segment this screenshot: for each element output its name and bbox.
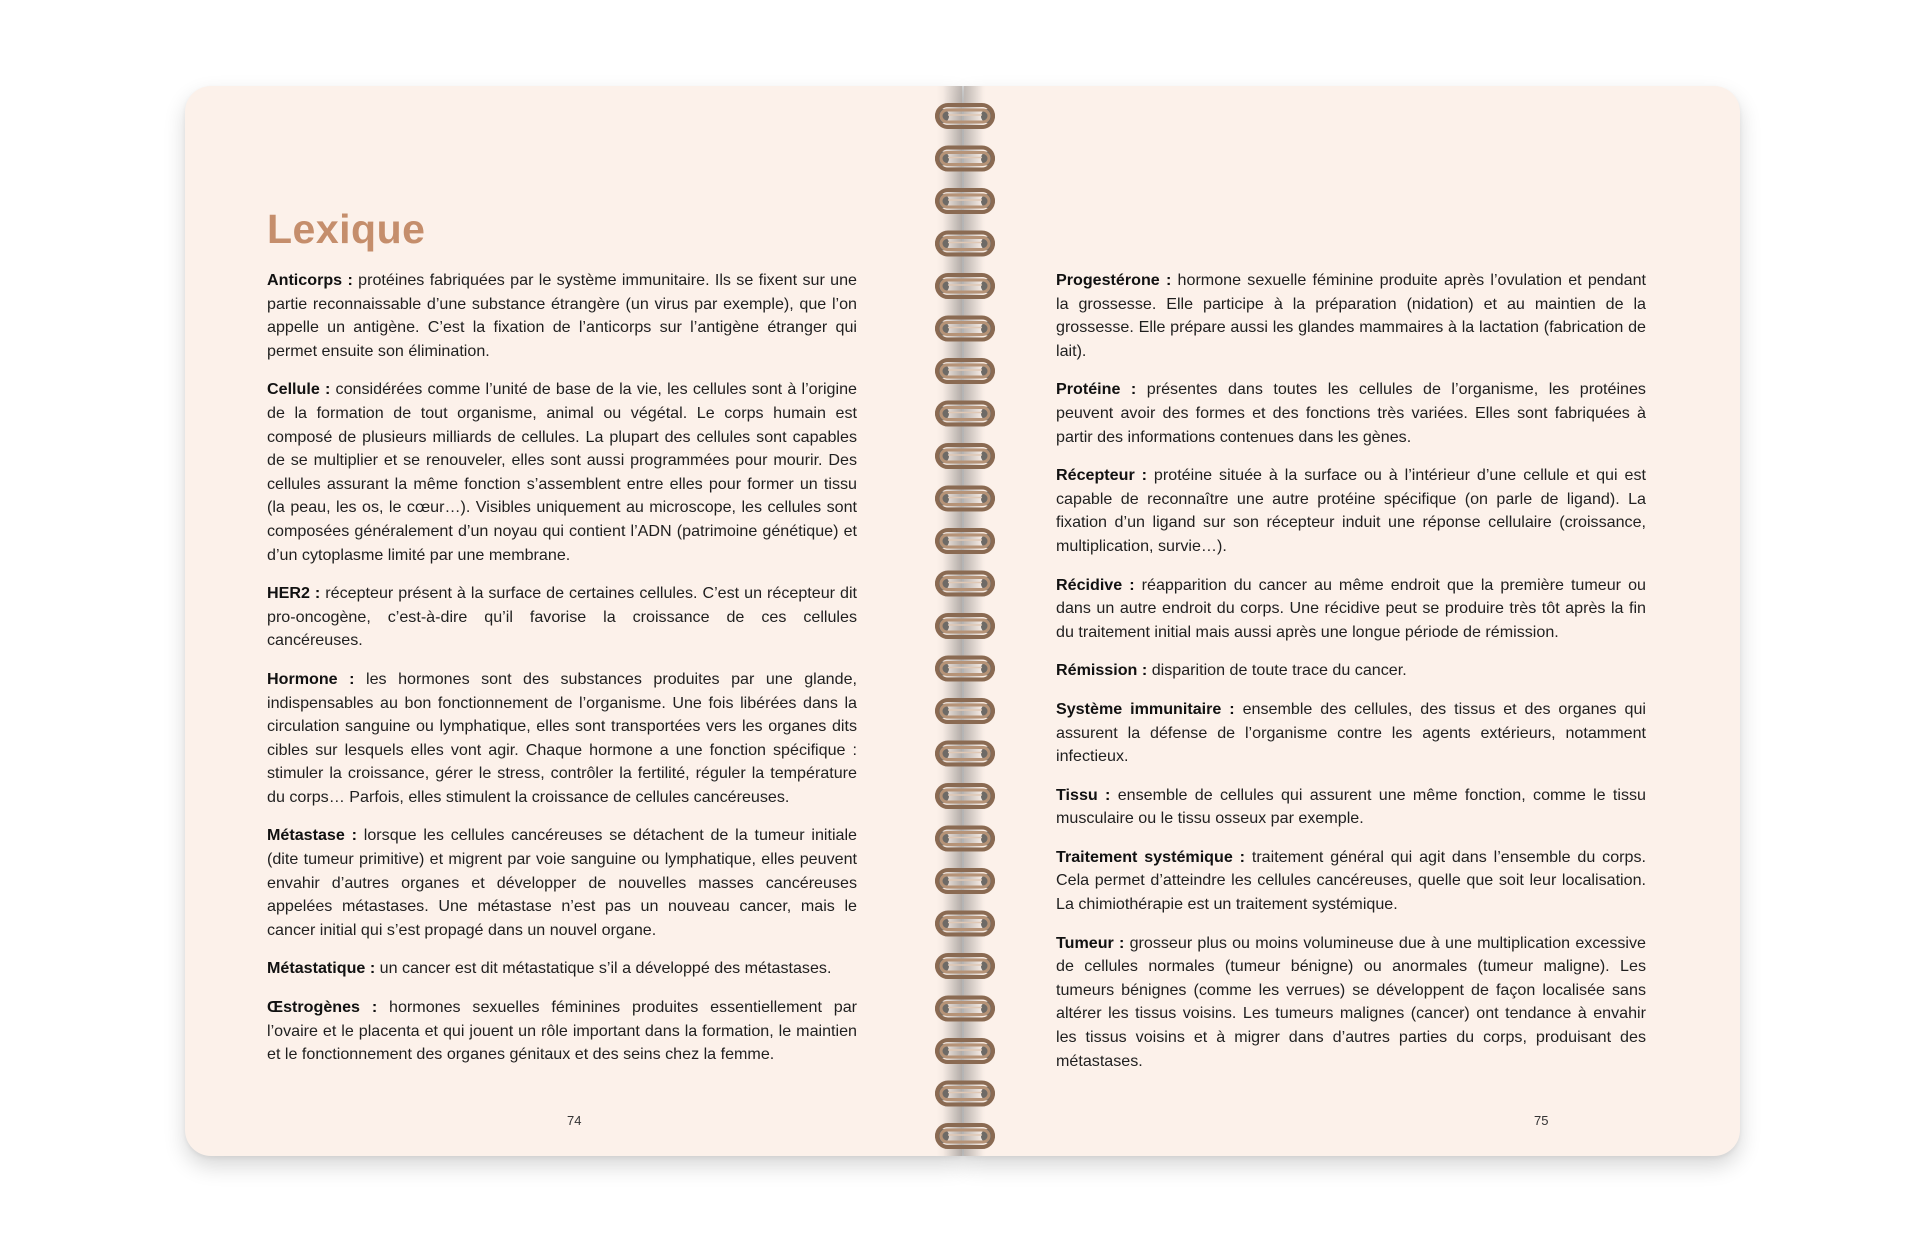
entry-term: HER2 :	[267, 584, 321, 603]
entry-term: Anticorps :	[267, 271, 353, 289]
entry-definition: traitement général qui agit dans l’ensemble du corps. Cela permet d’atteindre les cellules cancéreuses, quelle que soit leur localisation. La chimiothérapie est un traitement systémique.	[1056, 847, 1646, 914]
spiral-binding-ring-icon	[935, 318, 995, 340]
glossary-entry	[267, 269, 857, 363]
spiral-binding-ring-icon	[935, 530, 995, 552]
entry-term: Traitement systémique :	[1056, 847, 1245, 866]
spiral-binding-ring-icon	[935, 700, 995, 722]
entry-definition: réapparition du cancer au même endroit que la première tumeur ou dans un autre endroit du corps. Une récidive peut se produire très tôt après la fin du traitement initial mais aussi après une longue période de rémission.	[1056, 575, 1646, 641]
entry-definition: grosseur plus ou moins volumineuse due à une multiplication excessive de cellules normales (tumeur bénigne) ou anormales (tumeur maligne). Les tumeurs bénignes (comme les verrues) se développent de façon localisée sans altérer les tissus voisins. Les tumeurs malignes (cancer) ont tendance à envahir les tissus voisins et à migrer dans d’autres parties du corps, produisant des métastases.	[1056, 933, 1646, 1070]
entry-definition: disparition de toute trace du cancer.	[1147, 661, 1407, 680]
spiral-binding-ring-icon	[935, 360, 995, 382]
entry-definition: ensemble de cellules qui assurent une même fonction, comme le tissu musculaire ou le tissu osseux par exemple.	[1056, 785, 1646, 828]
spiral-notebook	[185, 86, 1740, 1156]
entry-term: Tumeur :	[1056, 933, 1125, 952]
spiral-binding-ring-icon	[935, 1083, 995, 1105]
glossary-entry	[1056, 932, 1646, 1074]
spiral-binding-ring-icon	[935, 743, 995, 765]
glossary-entry	[267, 582, 857, 653]
spiral-binding-ring-icon	[935, 913, 995, 935]
glossary-entry	[1056, 464, 1646, 558]
right-page	[964, 86, 1740, 1156]
entry-term: Progestérone :	[1056, 271, 1172, 289]
spiral-binding-ring-icon	[935, 445, 995, 467]
spiral-binding-ring-icon	[935, 403, 995, 425]
spiral-binding-ring-icon	[935, 870, 995, 892]
entry-term: Système immunitaire :	[1056, 699, 1235, 718]
glossary-entry	[1056, 659, 1646, 683]
entry-definition: ensemble des cellules, des tissus et des organes qui assurent la défense de l’organisme contre les agents extérieurs, notamment infectieux.	[1056, 699, 1646, 766]
spiral-binding-ring-icon	[935, 190, 995, 212]
spiral-binding-ring-icon	[935, 658, 995, 680]
entry-term: Cellule :	[267, 380, 331, 399]
glossary-entry	[1056, 269, 1646, 363]
spiral-binding	[920, 94, 1010, 1154]
left-glossary	[267, 269, 857, 1082]
spiral-binding-ring-icon	[935, 233, 995, 255]
entry-term: Protéine :	[1056, 380, 1137, 399]
glossary-entry	[1056, 574, 1646, 645]
glossary-entry	[267, 824, 857, 942]
entry-definition: les hormones sont des substances produites par une glande, indispensables au bon fonctionnement de l’organisme. Une fois libérées dans la circulation sanguine ou lymphatique, elles sont transportées vers les organes dits cibles sur lesquels elles vont agir. Chaque hormone a une fonction spécifique : stimuler la croissance, gérer le stress, contrôler la fertilité, réguler la température du corps… Parfois, elles stimulent la croissance de cellules cancéreuses.	[267, 669, 858, 806]
spiral-binding-ring-icon	[935, 1125, 995, 1147]
glossary-entry	[267, 378, 857, 567]
entry-definition: hormones sexuelles féminines produites essentiellement par l’ovaire et le placenta et qui jouent un rôle important dans la formation, le maintien et le fonctionnement des organes génitaux et des seins chez la femme.	[267, 998, 858, 1064]
spiral-binding-ring-icon	[935, 105, 995, 127]
entry-term: Métastatique :	[267, 959, 376, 978]
glossary-entry	[1056, 698, 1646, 769]
spiral-binding-ring-icon	[935, 488, 995, 510]
glossary-entry	[1056, 846, 1646, 917]
spiral-binding-ring-icon	[935, 955, 995, 977]
spiral-binding-ring-icon	[935, 573, 995, 595]
spiral-binding-ring-icon	[935, 828, 995, 850]
glossary-entry	[1056, 784, 1646, 831]
entry-term: Rémission :	[1056, 661, 1148, 680]
entry-term: Tissu :	[1056, 785, 1111, 804]
spiral-binding-ring-icon	[935, 148, 995, 170]
glossary-entry	[267, 996, 857, 1067]
entry-definition: présentes dans toutes les cellules de l’organisme, les protéines peuvent avoir des formes et des fonctions très variées. Elles sont fabriquées à partir des informations contenues dans les gènes.	[1056, 380, 1646, 446]
entry-term: Métastase :	[267, 826, 357, 845]
spiral-binding-ring-icon	[935, 998, 995, 1020]
entry-term: Récidive :	[1056, 575, 1135, 594]
left-page	[185, 86, 962, 1156]
entry-definition: lorsque les cellules cancéreuses se détachent de la tumeur initiale (dite tumeur primitive) et migrent par voie sanguine ou lymphatique, elles peuvent envahir d’autres organes et développer de nouvelles masses cancéreuses appelées métastases. Une métastase n’est pas un nouveau cancer, mais le cancer initial qui s’est propagé dans un nouvel organe.	[267, 826, 857, 939]
entry-definition: un cancer est dit métastatique s’il a développé des métastases.	[375, 959, 832, 978]
entry-definition: considérées comme l’unité de base de la vie, les cellules sont à l’origine de la formation de tout organisme, animal ou végétal. Le corps humain est composé de plusieurs milliards de cellules. La plupart des cellules sont capables de se multiplier et se renouveler, elles sont aussi programmées pour mourir. Des cellules assurant la même fonction s’assemblent entre elles pour former un tissu (la peau, les os, le cœur…). Visibles uniquement au microscope, les cellules sont composées généralement d’un noyau qui contient l’ADN (patrimoine génétique) et d’un cytoplasme limité par une membrane.	[267, 380, 857, 564]
spiral-binding-ring-icon	[935, 615, 995, 637]
glossary-entry	[1056, 378, 1646, 449]
entry-term: Œstrogènes :	[267, 998, 378, 1017]
entry-definition: hormone sexuelle féminine produite après l’ovulation et pendant la grossesse. Elle participe à la préparation (nidation) et au maintien de la grossesse. Elle prépare aussi les glandes mammaires à la lactation (fabrication de lait).	[1056, 271, 1646, 360]
entry-definition: protéine située à la surface ou à l’intérieur d’une cellule et qui est capable de reconnaître une autre protéine spécifique (on parle de ligand). La fixation d’un ligand sur son récepteur induit une réponse cellulaire (croissance, multiplication, survie…).	[1056, 466, 1646, 555]
glossary-entry	[267, 668, 857, 810]
spiral-binding-ring-icon	[935, 785, 995, 807]
spiral-binding-ring-icon	[935, 275, 995, 297]
entry-term: Hormone :	[267, 669, 355, 688]
spiral-binding-ring-icon	[935, 1040, 995, 1062]
entry-definition: protéines fabriquées par le système immunitaire. Ils se fixent sur une partie reconnaissable d’une substance étrangère (un virus par exemple), que l’on appelle un antigène. C’est la fixation de l’anticorps sur l’antigène étranger qui permet ensuite son élimination.	[267, 271, 857, 360]
glossary-entry	[267, 957, 857, 981]
right-glossary	[1056, 269, 1646, 1088]
entry-definition: récepteur présent à la surface de certaines cellules. C’est un récepteur dit pro-oncogène, c’est-à-dire qu’il favorise la croissance de ces cellules cancéreuses.	[267, 584, 857, 650]
entry-term: Récepteur :	[1056, 466, 1147, 485]
page-number: 75	[1534, 1113, 1549, 1128]
page-title: Lexique	[267, 206, 426, 252]
page-number: 74	[567, 1113, 582, 1128]
